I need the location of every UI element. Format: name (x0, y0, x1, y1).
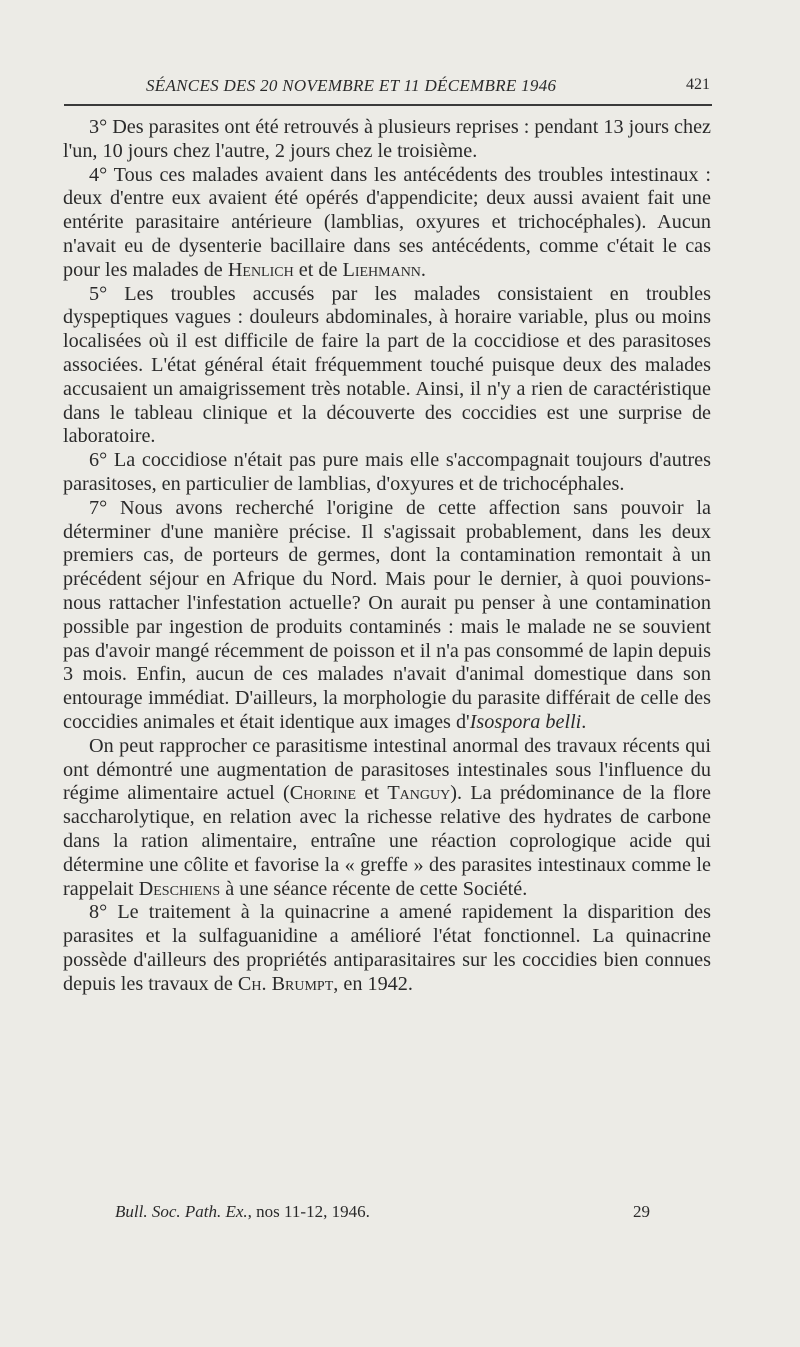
paragraph-5: 5° Les troubles accusés par les malades consistaient en troubles dyspeptiques vagues : douleurs abdominales, à horaire variable, plus ou moins localisées où il est difficile de faire la part de la coccidiose et des parasitoses associées. L'état général était fréquemment touché puisque deux des malades accusaient un amaigrissement très notable. Ainsi, il n'y a rien de caractéristique dans le tableau clinique et la découverte des coccidies est une surprise de laboratoire. (63, 282, 711, 448)
paragraph-3: 3° Des parasites ont été retrouvés à plusieurs reprises : pendant 13 jours chez l'un, 10 jours chez l'autre, 2 jours chez le troisième. (63, 116, 711, 162)
signature-mark: 29 (633, 1202, 650, 1221)
paragraph-on-text-b: et (356, 782, 388, 805)
author-name-deschiens: Deschiens (138, 877, 221, 900)
author-name-brumpt: Ch. Brumpt (237, 972, 334, 995)
paragraph-8-text-b: , en 1942. (333, 972, 413, 995)
paragraph-4-text-b: et de (293, 258, 343, 281)
paragraph-7-text-a: 7° Nous avons recherché l'origine de cette affection sans pouvoir la déterminer d'une manière précise. Il s'agissait probablement, dans les deux premiers cas, de porteurs de germes, dont la contamination remontait à un précédent séjour en Afrique du Nord. Mais pour le dernier, à quoi pouvions-nous rattacher l'infestation actuelle? On aurait pu penser à une contamination possible par ingestion de produits contaminés : mais le malade ne se souvient pas d'avoir mangé récemment de poisson et il n'a pas consommé de lapin depuis 3 mois. Enfin, aucun de ces malades n'avait d'animal domestique dans son entourage immédiat. D'ailleurs, la morphologie du parasite différait de celle des coccidies animales et était identique aux images d' (63, 496, 711, 733)
paragraph-8-text-a: 8° Le traitement à la quinacrine a amené rapidement la disparition des parasites et la sulfaguanidine a amélioré l'état fonctionnel. La quinacrine possède d'ailleurs des propriétés antiparasitaires sur les coccidies bien connues depuis les travaux de (63, 901, 711, 995)
paragraph-on-peut (63, 735, 711, 902)
header-title: SÉANCES DES 20 NOVEMBRE ET 11 DÉCEMBRE 1946 (146, 76, 557, 95)
paragraph-on-text-d: à une séance récente de cette Société. (220, 877, 528, 900)
page-number: 421 (686, 76, 710, 93)
paragraph-7 (63, 497, 711, 735)
paragraph-4 (63, 164, 711, 283)
paragraph-on-text-a: On peut rapprocher ce parasitisme intestinal anormal des travaux récents qui ont démontré une augmentation de parasitoses intestinales sous l'influence du régime alimentaire actuel ( (63, 734, 711, 805)
species-name: Isospora belli (469, 710, 582, 733)
paragraph-4-text-a: 4° Tous ces malades avaient dans les antécédents des troubles intestinaux : deux d'entre eux avaient été opérés d'appendicite; deux aussi avaient fait une entérite parasitaire antérieure (lamblias, oxyures et trichocéphales). Aucun n'avait eu de dysenterie bacillaire dans ses antécédents, comme c'était le cas pour les malades de (63, 163, 711, 281)
page-footer (63, 1202, 711, 1228)
running-header (64, 76, 712, 100)
author-name-chorine: Chorine (289, 782, 357, 805)
paragraph-6: 6° La coccidiose n'était pas pure mais elle s'accompagnait toujours d'autres parasitoses, en particulier de lamblias, d'oxyures et de trichocéphales. (63, 449, 711, 495)
paragraph-7-text-b: . (581, 710, 587, 733)
paragraph-4-text-c: . (420, 258, 426, 281)
journal-reference (115, 1202, 370, 1222)
author-name-liehmann: Liehmann (342, 258, 421, 281)
journal-name: Bull. Soc. Path. Ex. (115, 1202, 248, 1221)
journal-issue: , nos 11-12, 1946. (247, 1202, 370, 1221)
author-name-tanguy: Tanguy (387, 782, 451, 805)
header-rule (64, 104, 712, 106)
paragraph-on-text-c: ). La prédominance de la flore saccharolytique, en relation avec la richesse relative des hydrates de carbone dans la ration alimentaire, entraîne une réaction coprologique acide qui détermine une côlite et favorise la « greffe » des parasites intestinaux comme le rappelait (63, 782, 712, 900)
paragraph-8 (63, 901, 711, 996)
author-name-henlich: Henlich (227, 258, 294, 281)
body-text (63, 116, 711, 996)
